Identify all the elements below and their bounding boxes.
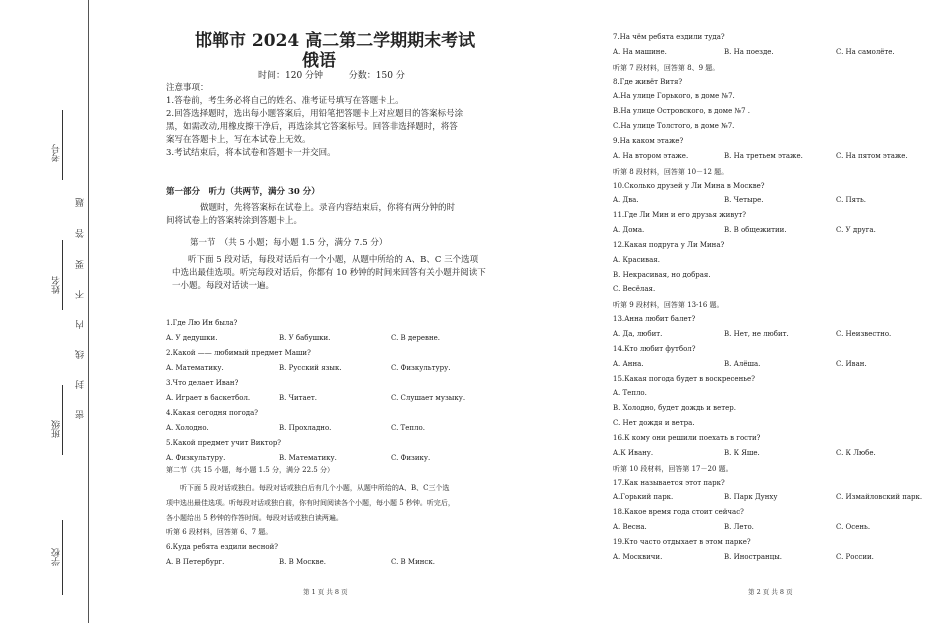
seal-char: 不 [76,290,86,299]
seal-char: 要 [76,260,86,269]
section1-instr-line: 中选出最佳选项。听完每段对话后，你都有 10 秒钟的时间来回答有关小题并阅读下 [172,268,486,278]
option-a: A. Физкультуру. [166,454,226,462]
class-label: 班级 [52,420,62,438]
seal-char: 内 [76,320,86,329]
question: 2.Какой —— любимый предмет Маши? [166,349,311,357]
material-6: 听第 6 段材料，回答第 6、7 题。 [166,528,273,536]
option-c: C. В деревне. [391,334,440,342]
option-b: B. Нет, не любит. [724,330,789,338]
option-b: B. В общежитии. [724,226,787,235]
section2-instructions [166,481,455,526]
question-line: B. Некрасивая, но добрая. [613,270,711,279]
option-c: C. Слушает музыку. [391,394,466,402]
section2-heading: 第二节（共 15 小题，每小题 1.5 分，满分 22.5 分） [166,466,334,474]
option-c: C. Иван. [836,359,867,368]
seal-char: 密 [76,410,86,419]
option-b: B. Лето. [724,523,754,532]
question-line: 7.На чём ребята ездили туда? [613,33,725,41]
name-line [62,240,63,310]
question-line: 15.Какая погода будет в воскресенье? [613,374,755,383]
question-line: 8.Где живёт Витя? [613,77,683,86]
notes-line: 黑，如需改动,用橡皮擦干净后，再选涂其它答案标号。回答非选择题时，将答 [166,122,458,132]
exam-number-label: 考号 [52,144,62,162]
question-line: 听第 10 段材料，回答第 17－20 题。 [613,464,733,473]
page-footer-right: 第 2 页 共 8 页 [748,588,793,596]
class-line [62,385,63,455]
notes-heading: 注意事项： [166,83,209,93]
question-line: B. Холодно, будет дождь и ветер. [613,404,736,413]
option-b: B. Парк Дунху [724,493,778,502]
question-line: 18.Какое время года стоит сейчас? [613,508,744,517]
question-line: 19.Кто часто отдыхает в этом парке? [613,537,751,546]
question-line: 9.На каком этаже? [613,136,684,145]
question-line: 听第 8 段材料，回答第 10－12 题。 [613,167,729,176]
notes-line: 案写在答题卡上，写在本试卷上无效。 [166,135,311,145]
section2-instr-line: 各小题给出 5 秒钟的作答时间。每段对话或独白读两遍。 [166,514,343,522]
question-line: C.На улице Толстого, в доме №7. [613,122,735,131]
question-line: C. Весёлая. [613,285,656,294]
part1-heading: 第一部分 听力（共两节，满分 30 分） [166,187,320,197]
notes-line: 2.回答选择题时，选出每小题答案后，用铅笔把答题卡上对应题目的答案标号涂 [166,109,464,119]
question: 4.Какая сегодня погода? [166,409,259,417]
question: 3.Что делает Иван? [166,379,239,387]
option-c: C. Физику. [391,454,431,462]
section1-instr-line: 一小题。每段对话读一遍。 [172,281,275,291]
option-a: A. На втором этаже. [613,151,689,160]
option-b: B. К Яше. [724,448,760,457]
option-c: C. В Минск. [391,558,435,566]
option-c: C. Физкультуру. [391,364,451,372]
seal-char: 答 [76,229,86,238]
question: 5.Какой предмет учит Виктор? [166,439,282,447]
option-a: A. Весна. [613,523,647,532]
question-line: 17.Как называется этот парк? [613,478,725,487]
option-c: C. У друга. [836,226,876,235]
seal-char: 题 [76,198,86,207]
question-line: 14.Кто любит футбол? [613,344,696,353]
option-a: A. Дома. [613,226,645,235]
option-b: B. У бабушки. [279,334,331,342]
option-b: B. Читает. [279,394,317,402]
question-line: A. Тепло. [613,389,647,398]
option-c: C. На самолёте. [836,47,895,56]
notes [166,82,463,160]
binding-line [88,0,89,623]
question-line: 13.Анна любит балет? [613,315,696,324]
option-b: B. Русский язык. [279,364,342,372]
option-b: B. Алёша. [724,359,761,368]
section2-instr-line: 听下面 5 段对话或独白。每段对话或独白后有几个小题，从题中所给的A、B、C三个选 [180,484,450,492]
seal-char: 线 [76,350,86,359]
part1-intro-line: 间将试卷上的答案转涂到答题卡上。 [166,216,303,226]
option-c: C. К Любе. [836,448,876,457]
exam-title: 邯郸市 2024 高二第二学期期末考试 [195,31,476,51]
option-a: A. Математику. [166,364,224,372]
section1-instructions [172,254,486,293]
option-a: A. Холодно. [166,424,209,432]
section1-heading: 第一节 （共 5 小题；每小题 1.5 分，满分 7.5 分） [190,238,388,248]
part1-intro-line: 做题时，先将答案标在试卷上。录音内容结束后，你将有两分钟的时 [200,203,456,213]
option-b: B. Прохладно. [279,424,332,432]
option-b: B. Четыре. [724,196,764,205]
option-a: A.Горький парк. [613,493,674,502]
option-c: C. На пятом этаже. [836,151,908,160]
option-a: A. На машине. [613,47,667,56]
option-a: A. Два. [613,196,639,205]
option-c: C. России. [836,552,874,561]
question-line: A. Красивая. [613,255,660,264]
exam-time: 时间：120 分钟 [258,71,324,81]
option-b: B. Математику. [279,454,337,462]
school-line [62,520,63,595]
question-line: 12.Какая подруга у Ли Мина? [613,240,725,249]
part1-intro [166,202,455,228]
name-label: 姓名 [52,276,62,294]
notes-line: 1.答卷前，考生务必将自己的姓名、准考证号填写在答题卡上。 [166,96,404,106]
question-line: 16.К кому они решили поехать в гости? [613,433,761,442]
option-a: A.К Ивану. [613,448,654,457]
option-b: B. На поезде. [724,47,774,56]
page-footer-left: 第 1 页 共 8 页 [303,588,348,596]
question-line: A.На улице Горького, в доме №7. [613,92,735,101]
seal-char: 封 [76,380,86,389]
option-b: B. Иностранцы. [724,552,782,561]
section2-instr-line: 项中选出最佳选项。听每段对话或独白前，你有时间阅读各个小题，每小题 5 秒钟。听完后， [166,499,455,507]
option-a: A. У дедушки. [166,334,218,342]
question-line: B.На улице Островского, в доме №7 . [613,107,751,116]
question: 1.Где Лю Ин была? [166,319,238,327]
exam-score: 分数：150 分 [348,71,405,81]
option-c: C. Неизвестно. [836,330,892,338]
question-line: 10.Сколько друзей у Ли Мина в Москве? [613,181,765,190]
option-a: A. Да, любит. [613,330,663,338]
question-line: 听第 9 段材料，回答第 13-16 题。 [613,301,724,310]
notes-list [166,95,463,160]
exam-subject: 俄语 [302,51,336,71]
exam-number-line [62,110,63,180]
option-a: A. Играет в баскетбол. [166,394,251,402]
notes-line: 3.考试结束后，将本试卷和答题卡一并交回。 [166,148,336,158]
exam-meta [258,68,405,81]
option-a: A. Москвичи. [613,552,663,561]
question-line: C. Нет дождя и ветра. [613,419,695,428]
option-a: A. В Петербург. [166,558,225,566]
option-c: C. Пять. [836,196,866,205]
option-c: C. Осень. [836,523,871,532]
option-c: C. Тепло. [391,424,425,432]
section1-instr-line: 听下面 5 段对话，每段对话后有一个小题，从题中所给的 A、B、C 三个选项 [188,255,479,265]
option-b: B. На третьем этаже. [724,151,803,160]
school-label: 学校 [52,548,62,566]
question-line: 听第 7 段材料，回答第 8、9 题。 [613,63,720,72]
question-line: 11.Где Ли Мин и его друзья живут? [613,211,747,220]
option-b: B. В Москве. [279,558,326,566]
option-c: C. Измайловский парк. [836,493,923,502]
question-6: 6.Куда ребята ездили весной? [166,543,279,551]
option-a: A. Анна. [613,359,644,368]
